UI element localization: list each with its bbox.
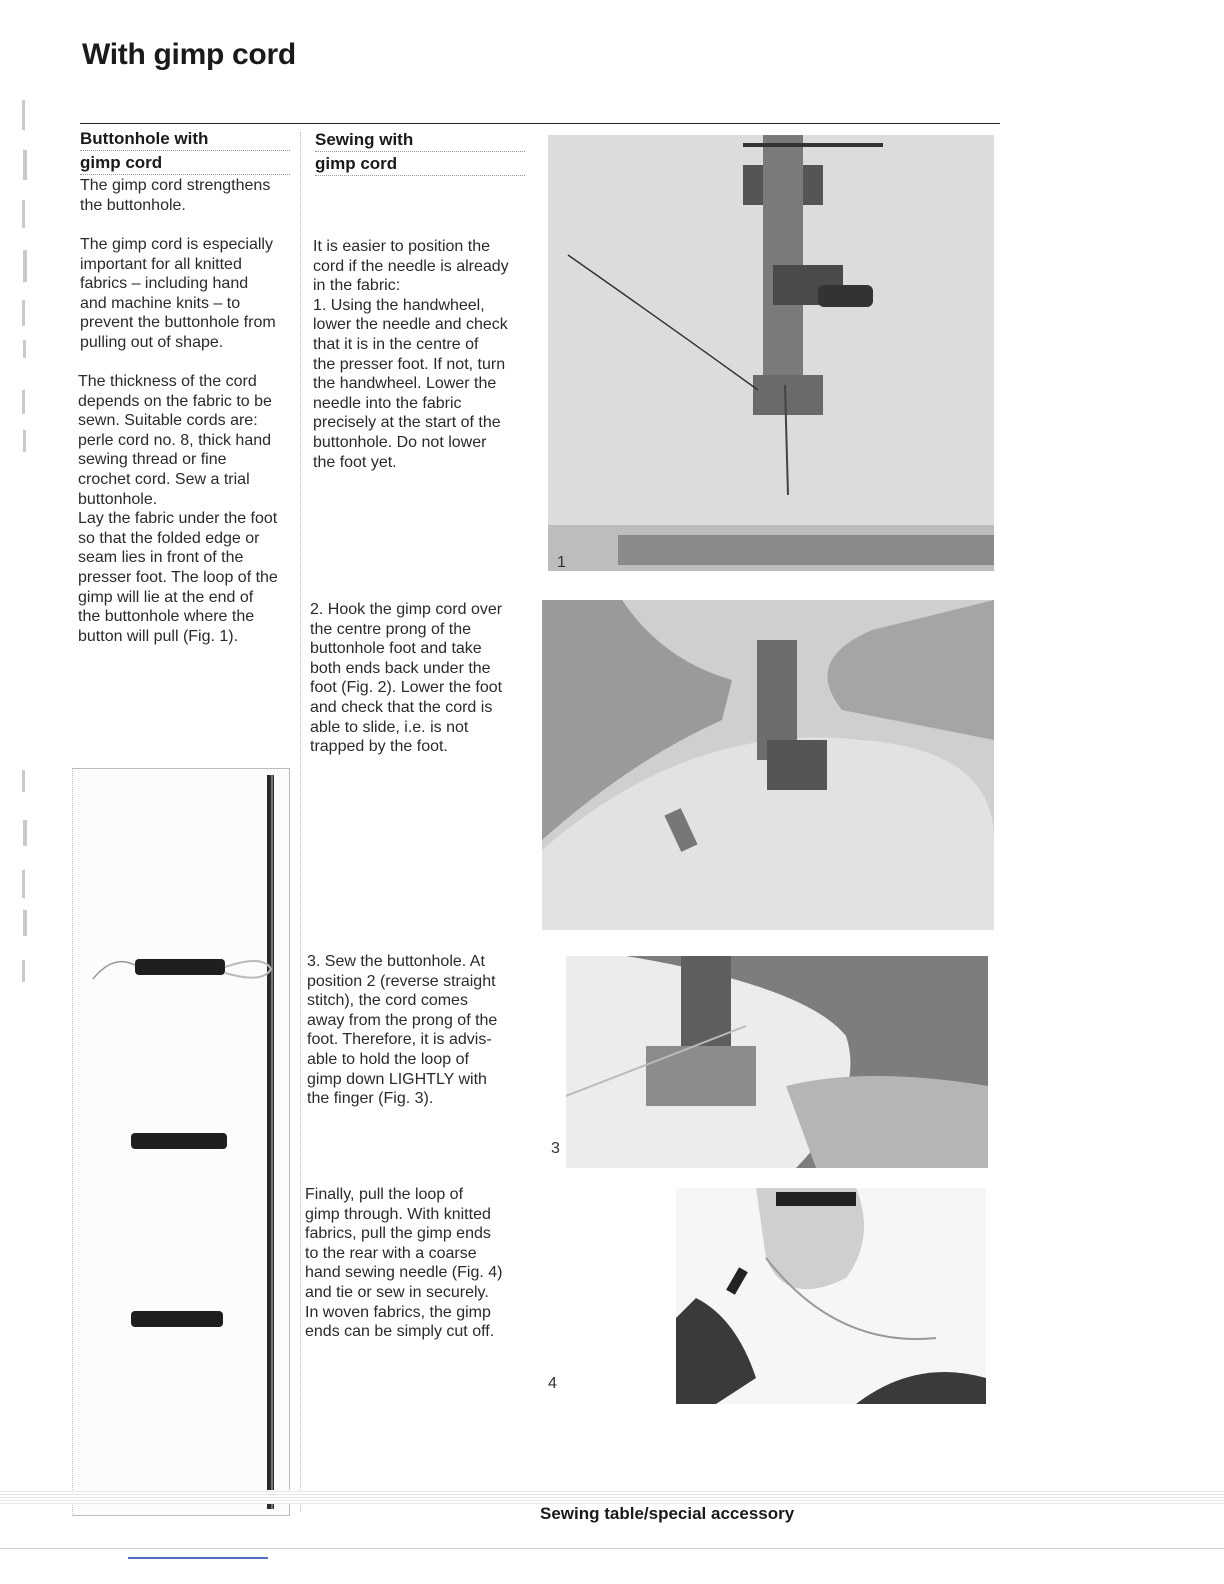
left-heading-line1: Buttonhole with [80,127,290,151]
figure-1-number: 1 [557,554,566,571]
left-heading [80,127,290,175]
left-para-1: The gimp cord strengthens the buttonhole. [80,177,271,214]
column-divider [300,132,302,1512]
footer-rule [0,1548,1224,1549]
figure-3-number: 3 [551,1140,560,1157]
figure-1-photo [548,135,994,571]
left-para-2: The gimp cord is especially important for all knitted fabrics – including hand and machine knits – to prevent the buttonhole from pulling out of shape. [80,236,276,351]
mid-heading-line1: Sewing with [315,128,525,152]
sample-drawing [73,769,289,1515]
step-4-text: Finally, pull the loop of gimp through. With knitted fabrics, pull the gimp ends to the rear with a coarse hand sewing needle (Fig. 4) and tie or sew in securely. In woven fabrics, the gimp ends can be simply cut off. [305,1186,503,1341]
buttonhole-with-loop [135,959,225,975]
figure-4-number: 4 [548,1375,557,1392]
mid-heading [315,128,525,176]
step-2-text: 2. Hook the gimp cord over the centre prong of the buttonhole foot and take both ends back under the foot (Fig. 2). Lower the foot and check that the cord is able to slide, i.e. is not trapped by the foot. [310,601,503,756]
figure-3-photo [566,956,988,1168]
figure-4-photo [676,1188,986,1404]
left-para-3: The thickness of the cord depends on the fabric to be sewn. Suitable cords are: perle cord no. 8, thick hand sewing thread or fine crochet cord. Sew a trial buttonhole. Lay the fabric under the foot so that the folded edge or seam lies in front of the presser foot. The loop of the gimp will lie at the end of the buttonhole where the button will pull (Fig. 1). [78,373,278,645]
buttonhole-sample-strip [72,768,290,1516]
buttonhole-3 [131,1311,223,1327]
footer-band [0,1490,1224,1504]
left-heading-line2: gimp cord [80,151,290,175]
page-title: With gimp cord [82,38,296,71]
footer-title: Sewing table/special accessory [540,1504,795,1523]
footer-link-underline [128,1557,268,1559]
scan-edge-marks [18,90,32,1270]
figure-2-photo [542,600,994,930]
mid-heading-line2: gimp cord [315,152,525,176]
header-rule [80,123,1000,124]
step-3-text: 3. Sew the buttonhole. At position 2 (reverse straight stitch), the cord comes away from the prong of the foot. Therefore, it is advis- able to hold the loop of gimp down LIGHTLY with the finger (Fig. 3). [307,953,498,1108]
buttonhole-2 [131,1133,227,1149]
step-1-text: It is easier to position the cord if the needle is already in the fabric: 1. Using the handwheel, lower the needle and check that it is in the centre of the presser foot. If not, turn the handwheel. Lower the needle into the fabric precisely at the start of the buttonhole. Do not lower the foot yet. [313,238,509,471]
